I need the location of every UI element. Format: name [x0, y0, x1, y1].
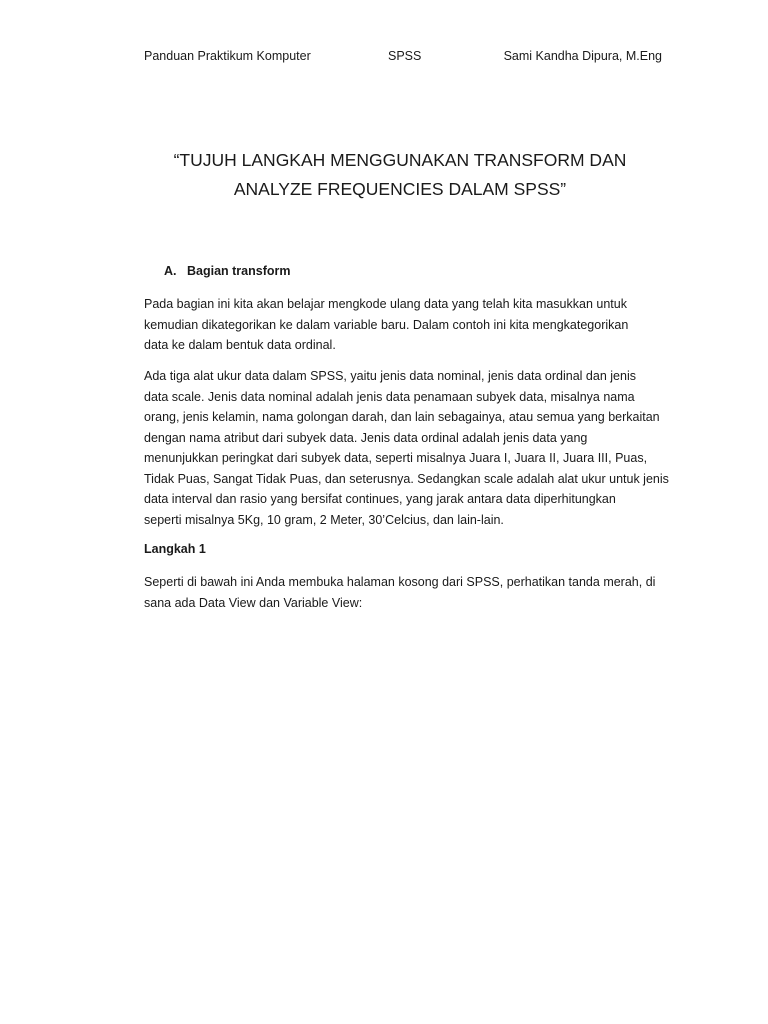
paragraph-line: sana ada Data View dan Variable View:	[144, 595, 363, 610]
paragraph-line: data scale. Jenis data nominal adalah jenis data penamaan subyek data, misalnya nama	[144, 389, 635, 404]
paragraph-line: data ke dalam bentuk data ordinal.	[144, 338, 336, 352]
title-line-2: ANALYZE FREQUENCIES DALAM SPSS”	[233, 179, 567, 199]
header-right-text: Sami Kandha Dipura, M.Eng	[503, 49, 662, 63]
section-a-label: Bagian transform	[187, 264, 291, 278]
paragraph-line: data interval dan rasio yang bersifat continues, yang jarak antara data diperhitungkan	[144, 492, 616, 506]
paragraph-step-1	[144, 572, 664, 613]
paragraph-line: Ada tiga alat ukur data dalam SPSS, yaitu jenis data nominal, jenis data ordinal dan jenis	[144, 369, 636, 383]
paragraph-line: orang, jenis kelamin, nama golongan darah, dan lain sebagainya, atau semua yang berkaitan	[144, 410, 660, 424]
section-a-marker: A.	[164, 264, 177, 278]
paragraph-intro	[144, 294, 664, 356]
paragraph-measurement-types	[144, 366, 669, 530]
header-center-text: SPSS	[388, 49, 422, 63]
paragraph-line: menunjukkan peringkat dari subyek data, seperti misalnya Juara I, Juara II, Juara III, Puas,	[144, 451, 648, 465]
step-1-heading: Langkah 1	[144, 542, 206, 556]
header-left-text: Panduan Praktikum Komputer	[144, 49, 311, 63]
paragraph-line: Tidak Puas, Sangat Tidak Puas, dan seterusnya. Sedangkan scale adalah alat ukur untuk jenis	[144, 471, 669, 486]
paragraph-line: Pada bagian ini kita akan belajar mengkode ulang data yang telah kita masukkan untuk	[144, 297, 627, 311]
paragraph-line: kemudian dikategorikan ke dalam variable baru. Dalam contoh ini kita mengkategorikan	[144, 317, 629, 332]
title-line-1: “TUJUH LANGKAH MENGGUNAKAN TRANSFORM DAN	[173, 150, 627, 170]
paragraph-line: seperti misalnya 5Kg, 10 gram, 2 Meter, 30’Celcius, dan lain-lain.	[144, 512, 504, 527]
section-a-heading	[164, 262, 291, 280]
paragraph-line: dengan nama atribut dari subyek data. Jenis data ordinal adalah jenis data yang	[144, 430, 588, 445]
running-header	[144, 47, 664, 65]
paragraph-line: Seperti di bawah ini Anda membuka halaman kosong dari SPSS, perhatikan tanda merah, di	[144, 575, 656, 589]
document-title	[130, 146, 670, 204]
